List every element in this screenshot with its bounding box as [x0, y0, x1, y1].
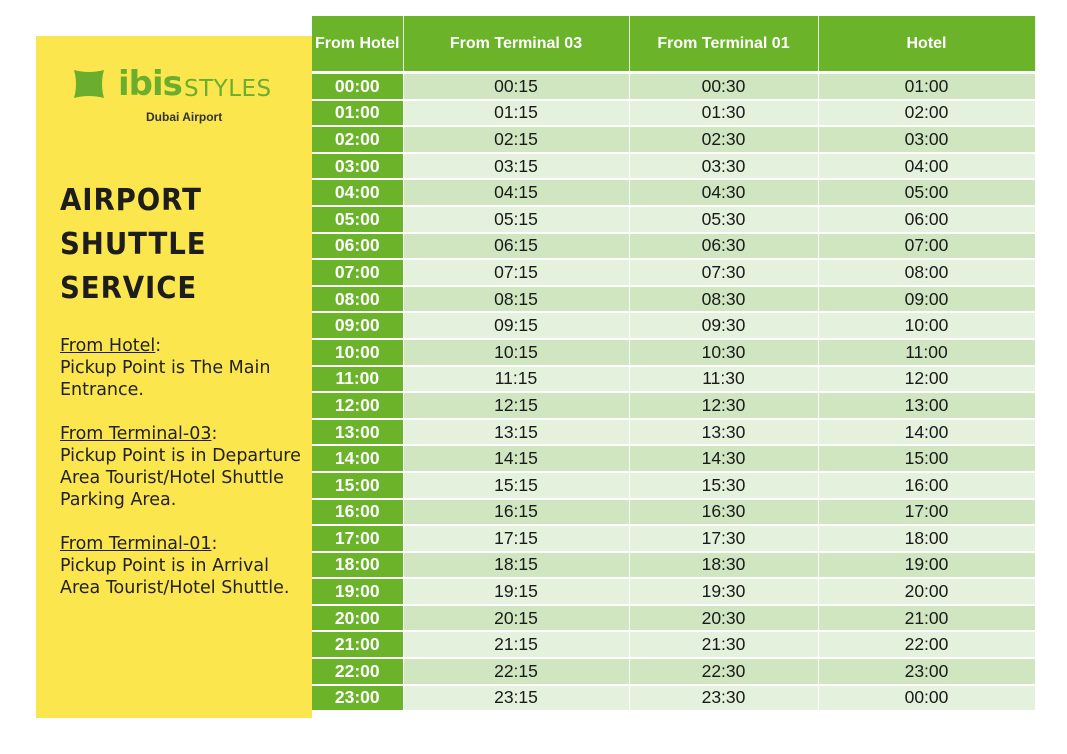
time-cell: 08:00: [818, 259, 1035, 286]
time-cell: 05:15: [403, 206, 629, 233]
table-row: [312, 445, 1035, 472]
departure-hotel-cell: 03:00: [312, 153, 403, 180]
time-cell: 12:00: [818, 366, 1035, 393]
time-cell: 08:15: [403, 286, 629, 313]
departure-hotel-cell: 04:00: [312, 179, 403, 206]
time-cell: 21:30: [629, 631, 818, 658]
header-from-hotel: From Hotel: [312, 16, 403, 73]
table-row: [312, 73, 1035, 100]
departure-hotel-cell: 07:00: [312, 259, 403, 286]
time-cell: 00:30: [629, 73, 818, 100]
time-cell: 18:15: [403, 552, 629, 579]
departure-hotel-cell: 16:00: [312, 499, 403, 526]
header-from-terminal-01: From Terminal 01: [629, 16, 818, 73]
time-cell: 00:15: [403, 73, 629, 100]
time-cell: 15:15: [403, 472, 629, 499]
table-row: [312, 419, 1035, 446]
pickup-info: [60, 335, 310, 621]
time-cell: 07:15: [403, 259, 629, 286]
pickup-info-terminal-01: From Terminal-01: Pickup Point is in Arrival Area Tourist/Hotel Shuttle.: [60, 534, 290, 598]
time-cell: 10:00: [818, 312, 1035, 339]
departure-hotel-cell: 00:00: [312, 73, 403, 100]
logo-styles: STYLES: [184, 76, 272, 102]
time-cell: 23:00: [818, 658, 1035, 685]
time-cell: 19:00: [818, 552, 1035, 579]
pickup-text: Pickup Point is in Arrival Area Tourist/Hotel Shuttle.: [60, 556, 290, 598]
time-cell: 16:30: [629, 499, 818, 526]
time-cell: 07:00: [818, 233, 1035, 260]
table-header-row: [312, 16, 1035, 73]
time-cell: 20:15: [403, 605, 629, 632]
ibis-leaf-icon: [72, 68, 106, 100]
time-cell: 12:30: [629, 392, 818, 419]
time-cell: 19:30: [629, 578, 818, 605]
table-row: [312, 658, 1035, 685]
time-cell: 22:30: [629, 658, 818, 685]
table-row: [312, 552, 1035, 579]
pickup-heading: From Terminal-03: [60, 424, 212, 444]
departure-hotel-cell: 18:00: [312, 552, 403, 579]
pickup-text: Pickup Point is The Main Entrance.: [60, 358, 271, 400]
table-row: [312, 366, 1035, 393]
pickup-info-terminal-03: From Terminal-03: Pickup Point is in Departure Area Tourist/Hotel Shuttle Parking Area.: [60, 424, 301, 510]
table-row: [312, 206, 1035, 233]
time-cell: 21:00: [818, 605, 1035, 632]
header-hotel: Hotel: [818, 16, 1035, 73]
time-cell: 03:30: [629, 153, 818, 180]
time-cell: 15:00: [818, 445, 1035, 472]
time-cell: 16:15: [403, 499, 629, 526]
time-cell: 08:30: [629, 286, 818, 313]
table-row: [312, 605, 1035, 632]
departure-hotel-cell: 01:00: [312, 100, 403, 127]
table-row: [312, 578, 1035, 605]
title-line-3: SERVICE: [60, 271, 198, 306]
time-cell: 03:15: [403, 153, 629, 180]
departure-hotel-cell: 12:00: [312, 392, 403, 419]
departure-hotel-cell: 08:00: [312, 286, 403, 313]
time-cell: 03:00: [818, 126, 1035, 153]
table-row: [312, 685, 1035, 712]
time-cell: 04:30: [629, 179, 818, 206]
time-cell: 13:30: [629, 419, 818, 446]
info-panel: [36, 36, 312, 718]
time-cell: 05:30: [629, 206, 818, 233]
time-cell: 13:15: [403, 419, 629, 446]
departure-hotel-cell: 23:00: [312, 685, 403, 712]
table-row: [312, 312, 1035, 339]
time-cell: 09:00: [818, 286, 1035, 313]
time-cell: 20:30: [629, 605, 818, 632]
time-cell: 23:15: [403, 685, 629, 712]
departure-hotel-cell: 06:00: [312, 233, 403, 260]
time-cell: 05:00: [818, 179, 1035, 206]
table-row: [312, 499, 1035, 526]
time-cell: 07:30: [629, 259, 818, 286]
time-cell: 22:00: [818, 631, 1035, 658]
departure-hotel-cell: 13:00: [312, 419, 403, 446]
table-row: [312, 153, 1035, 180]
time-cell: 01:00: [818, 73, 1035, 100]
time-cell: 00:00: [818, 685, 1035, 712]
time-cell: 14:00: [818, 419, 1035, 446]
departure-hotel-cell: 17:00: [312, 525, 403, 552]
time-cell: 06:15: [403, 233, 629, 260]
table-row: [312, 525, 1035, 552]
time-cell: 13:00: [818, 392, 1035, 419]
departure-hotel-cell: 11:00: [312, 366, 403, 393]
time-cell: 10:15: [403, 339, 629, 366]
time-cell: 01:15: [403, 100, 629, 127]
time-cell: 23:30: [629, 685, 818, 712]
logo-location: Dubai Airport: [146, 110, 223, 124]
time-cell: 16:00: [818, 472, 1035, 499]
time-cell: 10:30: [629, 339, 818, 366]
table-row: [312, 126, 1035, 153]
logo-word: ibis: [118, 64, 182, 104]
departure-hotel-cell: 21:00: [312, 631, 403, 658]
time-cell: 18:30: [629, 552, 818, 579]
time-cell: 22:15: [403, 658, 629, 685]
time-cell: 04:00: [818, 153, 1035, 180]
table-row: [312, 233, 1035, 260]
departure-hotel-cell: 19:00: [312, 578, 403, 605]
time-cell: 20:00: [818, 578, 1035, 605]
departure-hotel-cell: 15:00: [312, 472, 403, 499]
departure-hotel-cell: 10:00: [312, 339, 403, 366]
table-row: [312, 392, 1035, 419]
time-cell: 02:00: [818, 100, 1035, 127]
title-line-1: AIRPORT: [60, 183, 202, 218]
time-cell: 11:00: [818, 339, 1035, 366]
table-row: [312, 339, 1035, 366]
time-cell: 04:15: [403, 179, 629, 206]
time-cell: 21:15: [403, 631, 629, 658]
time-cell: 11:30: [629, 366, 818, 393]
time-cell: 02:15: [403, 126, 629, 153]
time-cell: 06:00: [818, 206, 1035, 233]
departure-hotel-cell: 05:00: [312, 206, 403, 233]
table-row: [312, 179, 1035, 206]
page-title: [60, 179, 281, 311]
time-cell: 18:00: [818, 525, 1035, 552]
time-cell: 17:00: [818, 499, 1035, 526]
departure-hotel-cell: 02:00: [312, 126, 403, 153]
table-row: [312, 259, 1035, 286]
time-cell: 01:30: [629, 100, 818, 127]
time-cell: 17:15: [403, 525, 629, 552]
table-body: [312, 73, 1035, 712]
pickup-heading: From Terminal-01: [60, 534, 212, 554]
ibis-styles-logo: [72, 64, 272, 126]
time-cell: 14:15: [403, 445, 629, 472]
pickup-heading: From Hotel: [60, 336, 156, 356]
title-line-2: SHUTTLE: [60, 227, 207, 262]
header-from-terminal-03: From Terminal 03: [403, 16, 629, 73]
departure-hotel-cell: 22:00: [312, 658, 403, 685]
time-cell: 12:15: [403, 392, 629, 419]
table-row: [312, 472, 1035, 499]
departure-hotel-cell: 20:00: [312, 605, 403, 632]
time-cell: 15:30: [629, 472, 818, 499]
time-cell: 17:30: [629, 525, 818, 552]
time-cell: 09:30: [629, 312, 818, 339]
table-row: [312, 286, 1035, 313]
time-cell: 14:30: [629, 445, 818, 472]
pickup-text: Pickup Point is in Departure Area Tourist/Hotel Shuttle Parking Area.: [60, 446, 301, 510]
table-row: [312, 100, 1035, 127]
table-row: [312, 631, 1035, 658]
shuttle-timetable: [312, 16, 1036, 712]
time-cell: 19:15: [403, 578, 629, 605]
departure-hotel-cell: 14:00: [312, 445, 403, 472]
pickup-info-hotel: From Hotel: Pickup Point is The Main Entrance.: [60, 336, 271, 400]
time-cell: 09:15: [403, 312, 629, 339]
departure-hotel-cell: 09:00: [312, 312, 403, 339]
time-cell: 02:30: [629, 126, 818, 153]
time-cell: 06:30: [629, 233, 818, 260]
time-cell: 11:15: [403, 366, 629, 393]
